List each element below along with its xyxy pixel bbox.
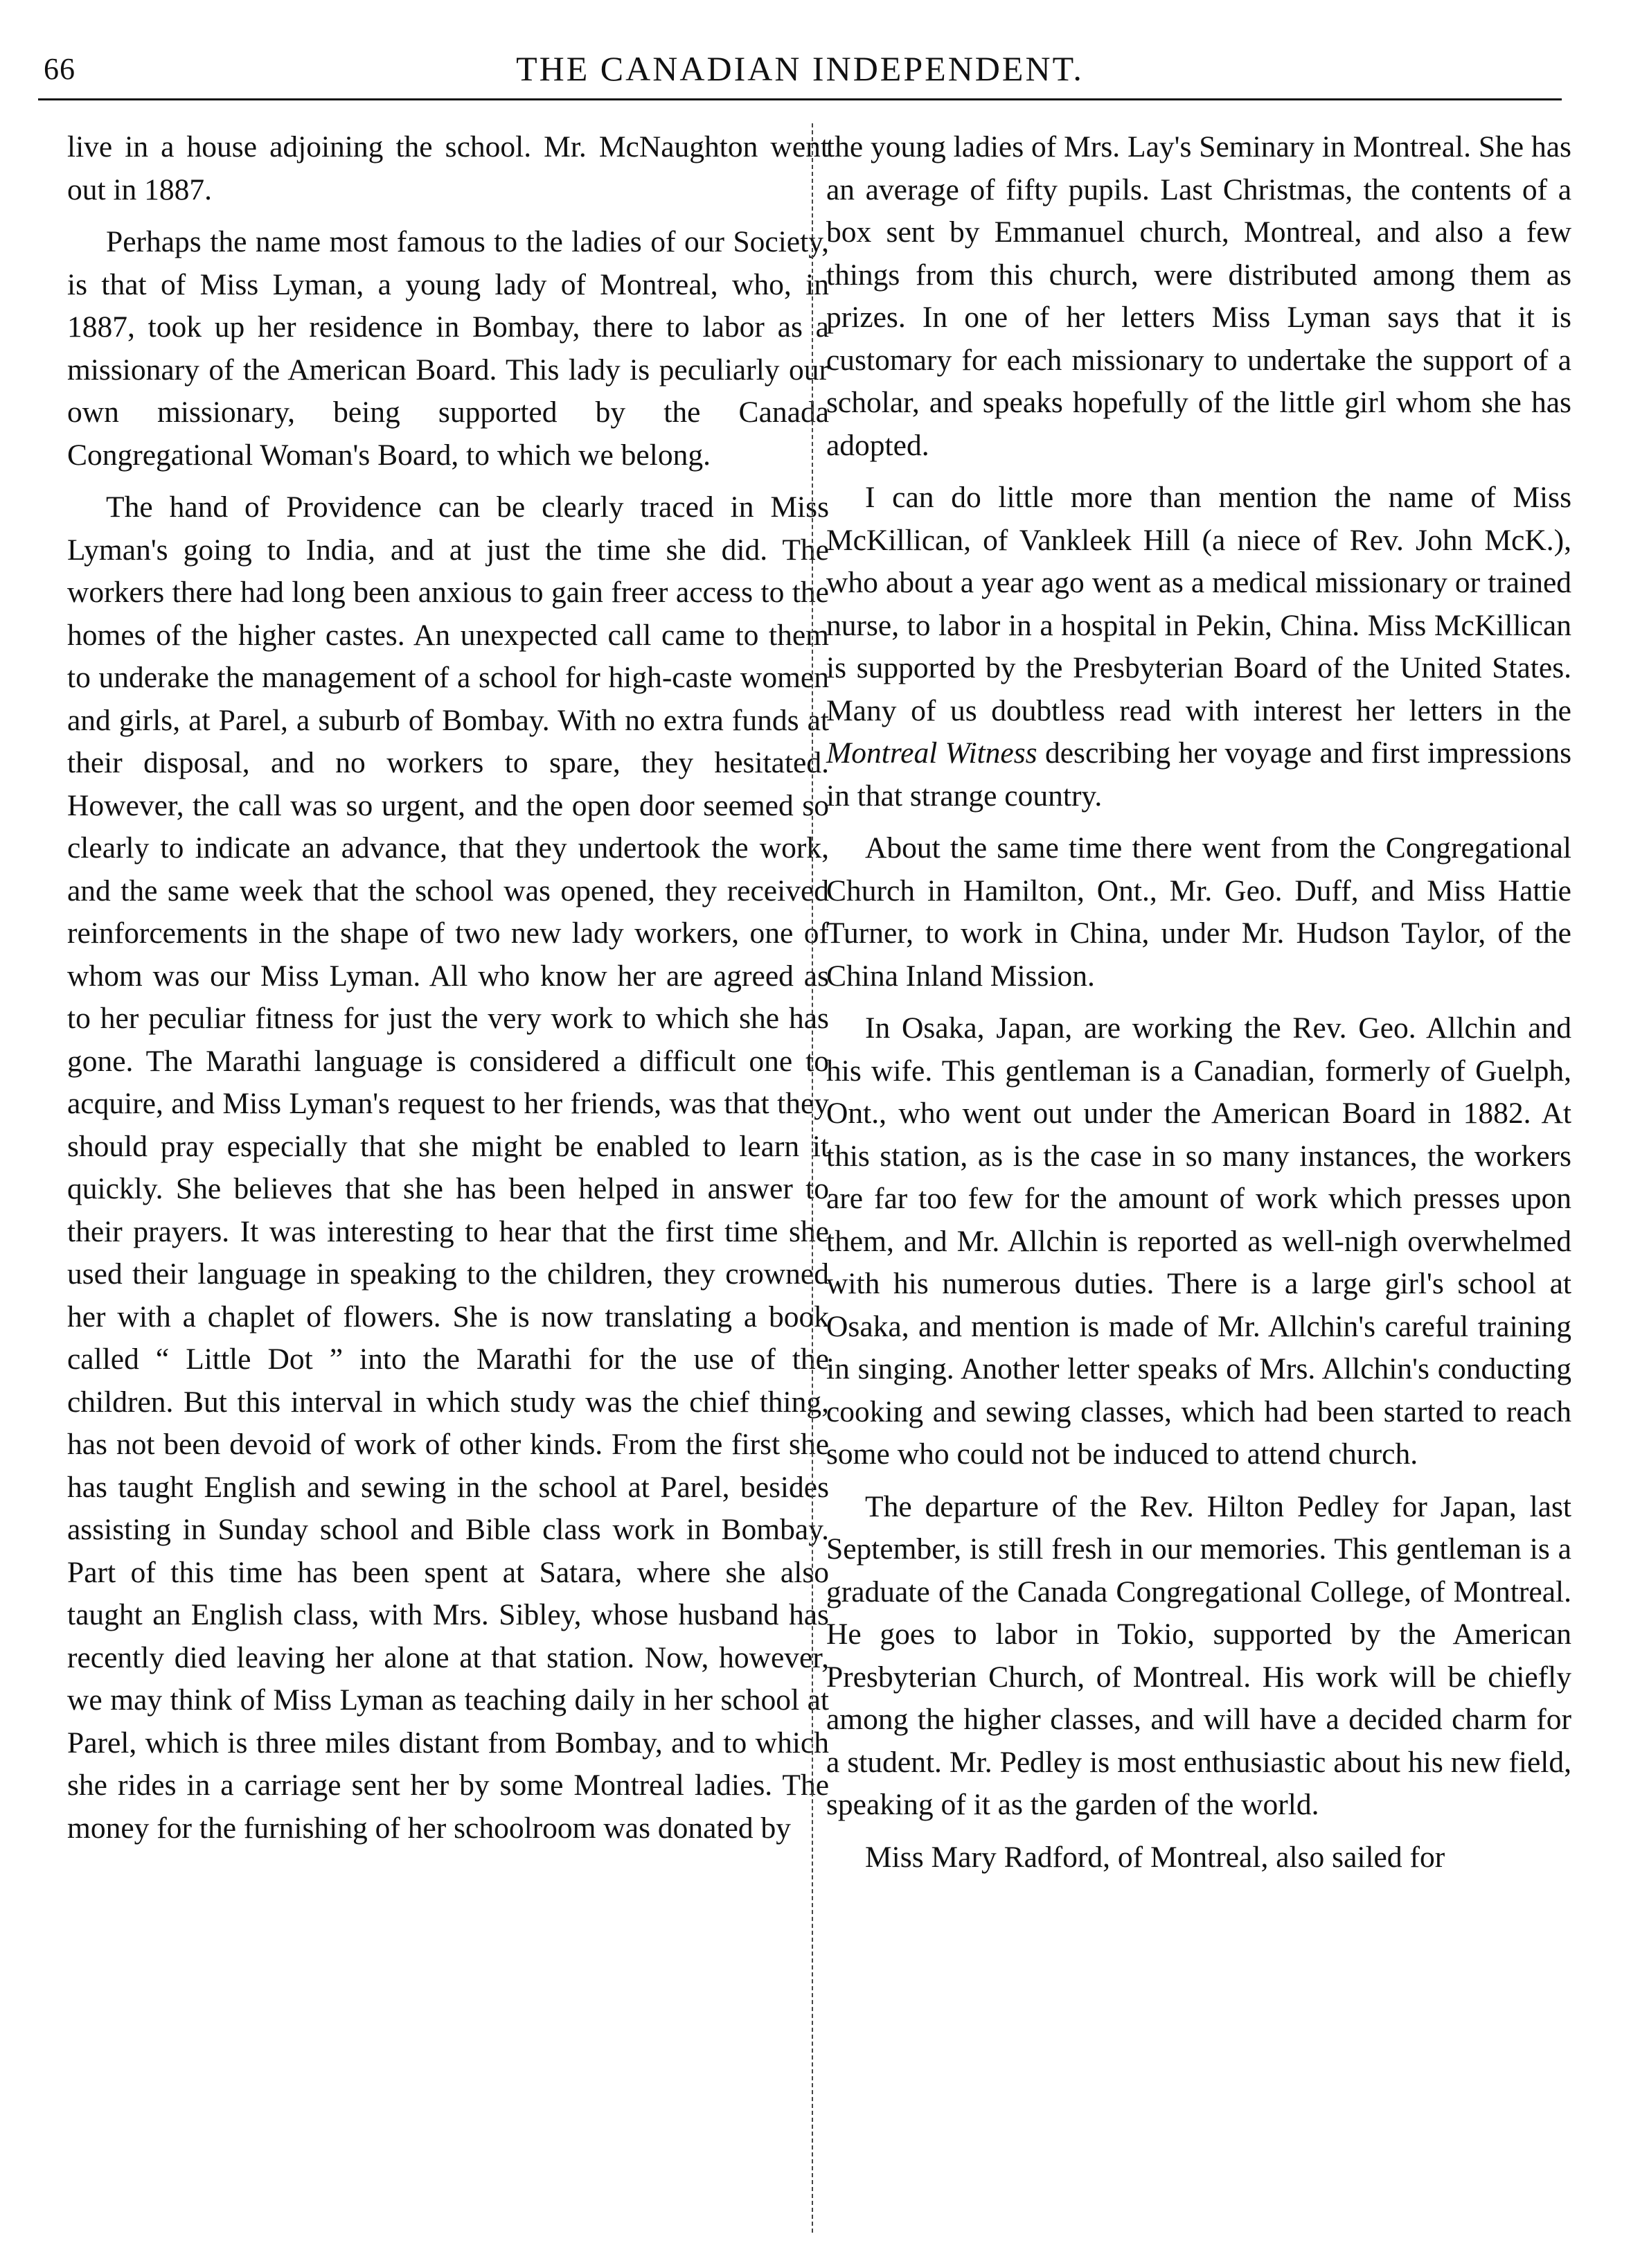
right-column: [826, 126, 1571, 1888]
montreal-witness-title: Montreal Witness: [826, 736, 1037, 770]
column-divider: [812, 123, 813, 2233]
publication-title: THE CANADIAN INDEPENDENT.: [516, 49, 1084, 88]
paragraph-osaka: In Osaka, Japan, are working the Rev. Geo. Allchin and his wife. This gentleman is a Canadian, formerly of Guelph, Ont., who went out under the American Board in 1882. At this station, as is the case in so many instances, the workers are far too few for the amount of work which presses upon them, and Mr. Allchin is reported as well-nigh overwhelmed with his numerous duties. There is a large girl's school at Osaka, and mention is made of Mr. Allchin's careful training in singing. Another letter speaks of Mrs. Allchin's conducting cooking and sewing classes, which had been started to reach some who could not be induced to attend church.: [826, 1011, 1571, 1471]
paragraph-miss-lyman: Perhaps the name most famous to the ladies of our Society, is that of Miss Lyman, a young lady of Montreal, who, in 1887, took up her residence in Bombay, there to labor as a missionary of the American Board. This lady is peculiarly our own missionary, being supported by the Canada Congregational Woman's Board, to which we belong.: [67, 225, 829, 472]
page-header: [38, 43, 1562, 100]
paragraph-mckillican: [826, 477, 1571, 817]
paragraph-pedley: The departure of the Rev. Hilton Pedley for Japan, last September, is still fresh in our memories. This gentleman is a graduate of the Canada Congregational College, of Montreal. He goes to labor in Tokio, supported by the American Presbyterian Church, of Montreal. His work will be chiefly among the higher classes, and will have a decided charm for a student. Mr. Pedley is most enthusiastic about his new field, speaking of it as the garden of the world.: [826, 1489, 1571, 1821]
paragraph-hamilton: About the same time there went from the Congregational Church in Hamilton, Ont., Mr. Geo. Duff, and Miss Hattie Turner, to work in China, under Mr. Hudson Taylor, of the China Inland Mission.: [826, 831, 1571, 993]
mckillican-text-end: describing her voyage and first impressions in that strange country.: [826, 736, 1571, 813]
mckillican-text: I can do little more than mention the name of Miss McKillican, of Vankleek Hill (a niece of Rev. John McK.), who about a year ago went as a medical missionary or trained nurse, to labor in a hospital in Pekin, China. Miss McKillican is supported by the Presbyterian Board of the United States. Many of us doubtless read with interest her letters in the: [826, 481, 1571, 727]
paragraph-radford: Miss Mary Radford, of Montreal, also sailed for: [865, 1840, 1445, 1874]
paragraph-providence: The hand of Providence can be clearly traced in Miss Lyman's going to India, and at just the time she did. The workers there had long been anxious to gain freer access to the homes of the higher castes. An unexpected call came to them to underake the management of a school for high-caste women and girls, at Parel, a suburb of Bombay. With no extra funds at their disposal, and no workers to spare, they hesitated. However, the call was so urgent, and the open door seemed so clearly to indicate an advance, that they undertook the work, and the same week that the school was opened, they received reinforcements in the shape of two new lady workers, one of whom was our Miss Lyman. All who know her are agreed as to her peculiar fitness for just the very work to which she has gone. The Marathi language is considered a difficult one to acquire, and Miss Lyman's request to her friends, was that they should pray especially that she might be enabled to learn it quickly. She believes that she has been helped in answer to their prayers. It was interesting to hear that the first time she used their language in speaking to the children, they crowned her with a chaplet of flowers. She is now translating a book called “ Little Dot ” into the Marathi for the use of the children. But this interval in which study was the chief thing, has not been devoid of work of other kinds. From the first she has taught English and sewing in the school at Parel, besides assisting in Sunday school and Bible class work in Bombay. Part of this time has been spent at Satara, where she also taught an English class, with Mrs. Sibley, whose husband has recently died leaving her alone at that station. Now, however, we may think of Miss Lyman as teaching daily in her school at Parel, which is three miles distant from Bombay, and to which she rides in a carriage sent her by some Montreal ladies. The money for the furnishing of her schoolroom was donated by: [67, 490, 829, 1845]
paragraph-continued: live in a house adjoining the school. Mr. McNaughton went out in 1887.: [67, 130, 829, 206]
page-number: 66: [44, 52, 75, 86]
left-column: [67, 126, 829, 1859]
paragraph-lays-seminary: the young ladies of Mrs. Lay's Seminary in Montreal. She has an average of fifty pupils. Last Christmas, the contents of a box sent by Emmanuel church, Montreal, and also a few things from this church, were distributed among them as prizes. In one of her letters Miss Lyman says that it is customary for each missionary to undertake the support of a scholar, and speaks hopefully of the little girl whom she has adopted.: [826, 130, 1571, 462]
